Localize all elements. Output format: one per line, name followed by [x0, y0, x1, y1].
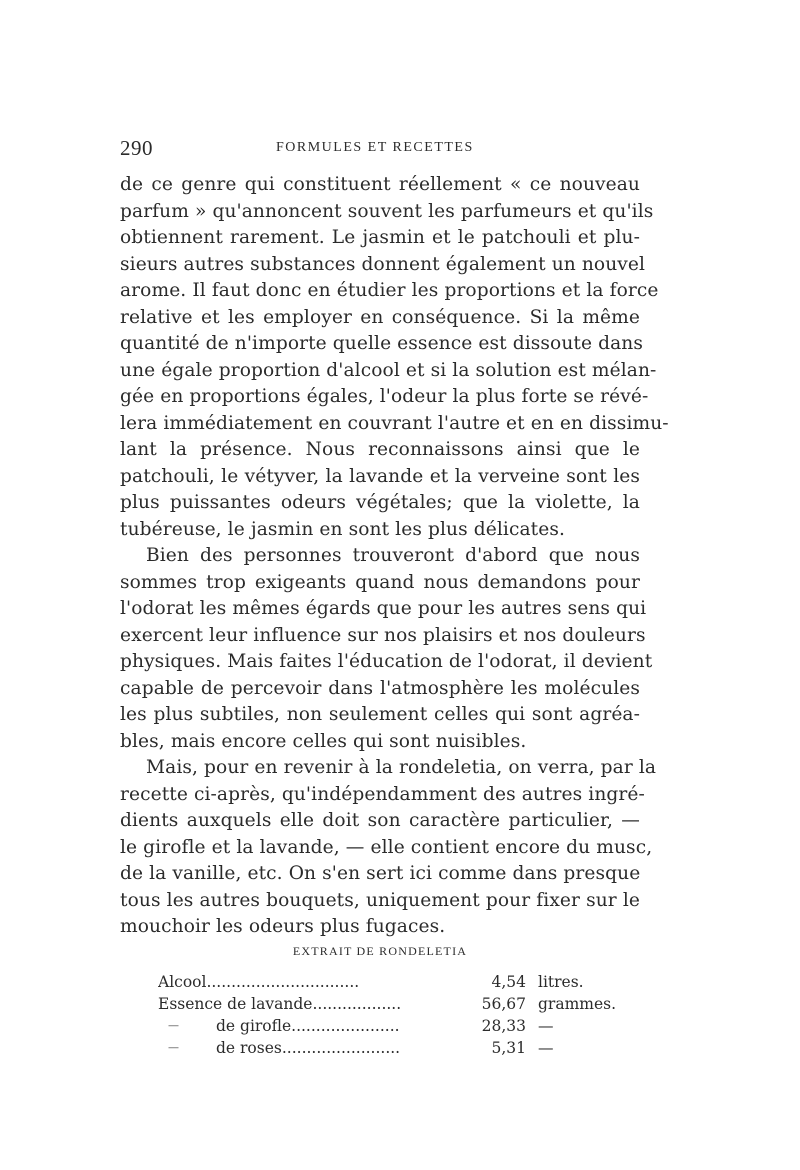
ingredient-quantity: 56,67: [481, 995, 526, 1013]
text-line: lera immédiatement en couvrant l'autre et en en dissimu-: [120, 412, 669, 434]
paragraph-first-line: Mais, pour en revenir à la rondeletia, on verra, par la: [146, 757, 657, 778]
dot-leader: ..................: [312, 995, 402, 1013]
ingredient-name: de roses........................: [216, 1039, 401, 1057]
ingredient-unit: grammes.: [538, 995, 617, 1013]
page-number: 290: [120, 136, 153, 160]
ingredient-name: Alcool...............................: [158, 973, 360, 991]
recipe-table: [158, 971, 618, 1059]
recipe-title: EXTRAIT DE RONDELETIA: [292, 944, 468, 958]
text-line: tubéreuse, le jasmin en sont les plus délicates.: [120, 518, 565, 540]
text-line: bles, mais encore celles qui sont nuisibles.: [120, 730, 527, 752]
recipe-row: [158, 1015, 618, 1037]
text-line: physiques. Mais faites l'éducation de l'odorat, il devient: [120, 651, 653, 672]
dot-leader: ...............................: [206, 973, 360, 991]
recipe-row: [158, 971, 618, 993]
ingredient-quantity: 28,33: [481, 1017, 526, 1035]
ingredient-quantity: 5,31: [491, 1039, 526, 1057]
text-line: capable de percevoir dans l'atmosphère les molécules: [120, 677, 640, 699]
recipe-row: [158, 1037, 618, 1059]
text-line: parfum » qu'annoncent souvent les parfumeurs et qu'ils: [120, 200, 654, 222]
text-line: patchouli, le vétyver, la lavande et la verveine sont les: [120, 465, 640, 487]
text-line: quantité de n'importe quelle essence est dissoute dans: [120, 333, 644, 354]
text-line: mouchoir les odeurs plus fugaces.: [120, 916, 446, 937]
text-line: dients auxquels elle doit son caractère particulier, —: [120, 810, 640, 831]
text-line: plus puissantes odeurs végétales; que la violette, la: [120, 492, 640, 513]
recipe-row: [158, 993, 618, 1015]
paragraph-first-line: Bien des personnes trouveront d'abord que nous: [146, 545, 640, 566]
ingredient-name: Essence de lavande..................: [158, 995, 402, 1013]
text-line: recette ci-après, qu'indépendamment des autres ingré-: [120, 783, 645, 805]
text-line: obtiennent rarement. Le jasmin et le patchouli et plu-: [120, 227, 640, 248]
text-line: relative et les employer en conséquence. Si la même: [120, 306, 640, 328]
ingredient-quantity: 4,54: [491, 973, 526, 991]
ingredient-unit: —: [538, 1017, 554, 1035]
text-line: exercent leur influence sur nos plaisirs et nos douleurs: [120, 624, 646, 646]
page-header: [120, 136, 640, 162]
text-line: lant la présence. Nous reconnaissons ainsi que le: [120, 439, 640, 460]
text-line: sommes trop exigeants quand nous demandons pour: [120, 571, 640, 593]
text-line: de ce genre qui constituent réellement « ce nouveau: [120, 174, 640, 195]
body-text: [120, 172, 669, 941]
text-line: de la vanille, etc. On s'en sert ici comme dans presque: [120, 863, 641, 884]
text-line: l'odorat les mêmes égards que pour les autres sens qui: [120, 598, 647, 619]
text-line: une égale proportion d'alcool et si la solution est mélan-: [120, 359, 657, 381]
ingredient-unit: litres.: [538, 973, 584, 991]
text-line: arome. Il faut donc en étudier les proportions et la force: [120, 280, 659, 301]
ditto-mark: —: [168, 1019, 179, 1032]
ditto-mark: —: [168, 1041, 179, 1054]
dot-leader: ........................: [281, 1039, 401, 1057]
text-line: le girofle et la lavande, — elle contient encore du musc,: [120, 836, 653, 858]
text-line: gée en proportions égales, l'odeur la plus forte se révé-: [120, 386, 649, 407]
text-line: sieurs autres substances donnent également un nouvel: [120, 253, 646, 275]
text-line: tous les autres bouquets, uniquement pour fixer sur le: [120, 889, 640, 911]
dot-leader: ......................: [291, 1017, 400, 1035]
text-line: les plus subtiles, non seulement celles qui sont agréa-: [120, 704, 640, 725]
ingredient-name: de girofle......................: [216, 1017, 400, 1035]
running-title: FORMULES ET RECETTES: [276, 140, 474, 155]
ingredient-unit: —: [538, 1039, 554, 1057]
